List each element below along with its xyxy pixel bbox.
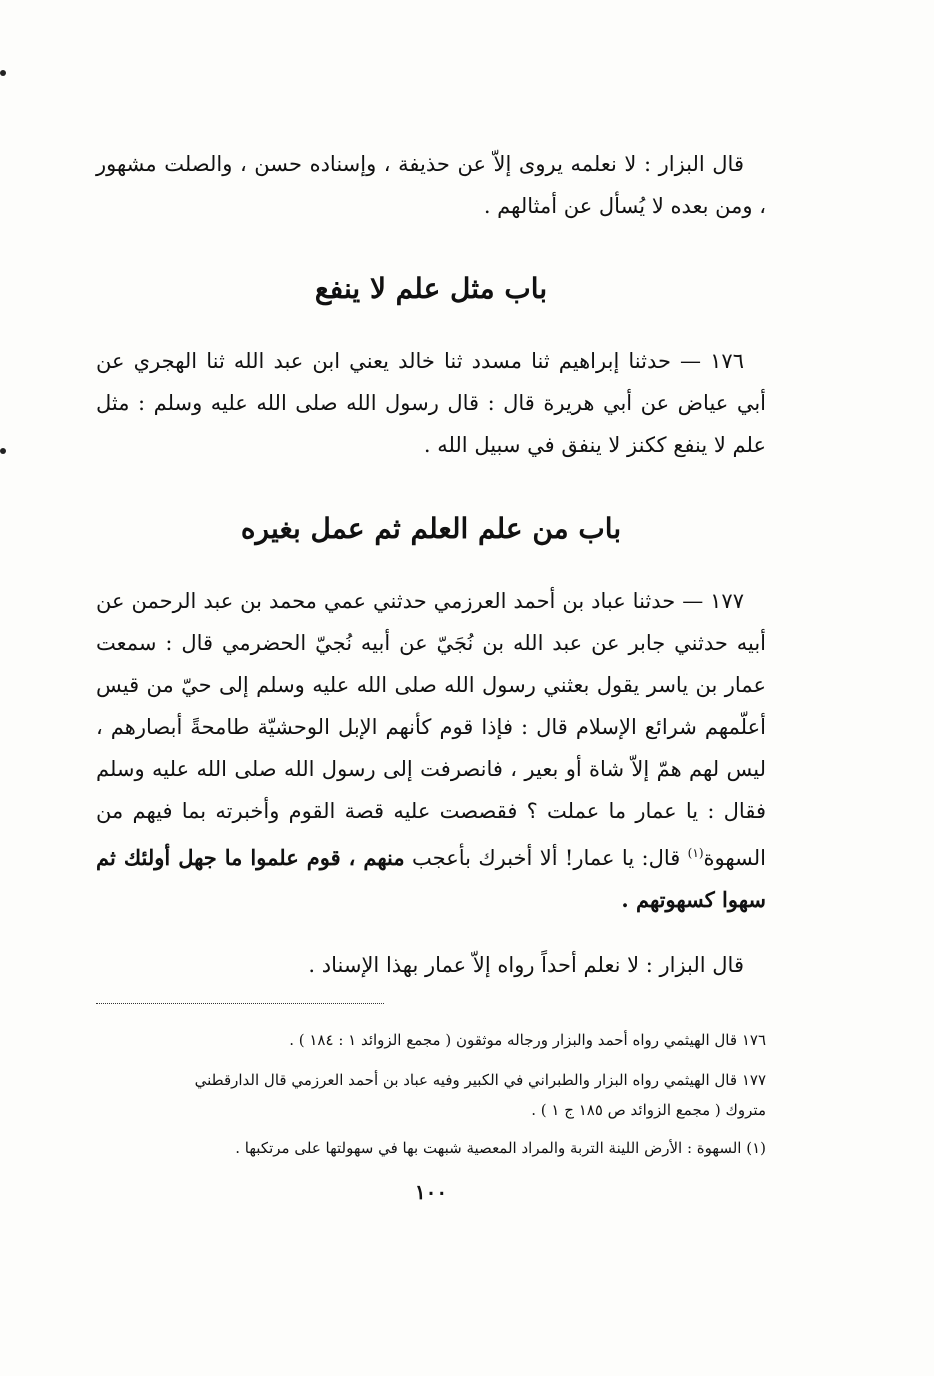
paragraph-3-line-4: إلى حيّ من قيس أعلّمهم شرائع الإسلام قال : فإذا قوم كأنهم الإبل xyxy=(96,673,766,739)
footnote-1: (١) السهوة : الأرض اللينة التربة والمراد المعصية شبهت بها في سهولتها على مرتكبها . xyxy=(235,1139,766,1157)
paragraph-1 xyxy=(96,143,766,227)
paragraph-2-line-1: ١٧٦ — حدثنا إبراهيم ثنا مسدد ثنا خالد يعني ابن عبد الله ثنا الهجري xyxy=(133,349,744,373)
paragraph-3-line-8: قال: يا عمار! ألا أخبرك بأعجب xyxy=(412,846,681,870)
paragraph-1-line-1: قال البزار : لا نعلمه يروى إلاّ عن حذيفة ، وإسناده حسن ، والصلت xyxy=(164,152,744,176)
footnote-177-line-2: متروك ( مجمع الزوائد ص ١٨٥ ج ١ ) . xyxy=(531,1101,766,1119)
footnote-marker: (١) xyxy=(687,846,704,860)
footnote-176: ١٧٦ قال الهيثمي رواه أحمد والبزار ورجاله موثقون ( مجمع الزوائد ١ : ١٨٤ ) . xyxy=(289,1031,766,1049)
paragraph-3-line-7: عليه قصة القوم وأخبرته بما فيهم من السهوة xyxy=(96,799,766,870)
section-heading-1: باب مثل علم لا ينفع xyxy=(314,272,548,305)
footnote-177-line-1: ١٧٧ قال الهيثمي رواه البزار والطبراني في الكبير وفيه عباد بن أحمد العرزمي قال الدارقطني xyxy=(194,1071,766,1089)
paragraph-3-line-6: إلى رسول الله صلى الله عليه وسلم فقال : يا عمار ما عملت ؟ فقصصت xyxy=(96,757,766,823)
scan-speck-top-left xyxy=(0,70,6,76)
paragraph-2-line-3: مثل علم لا ينفع ككنز لا ينفق في سبيل الله . xyxy=(96,391,766,457)
paragraph-3 xyxy=(96,580,766,921)
paragraph-2 xyxy=(96,340,766,466)
paragraph-3-line-9: منهم ، قوم علموا ما جهل أولئك ثم سهوا كسهوتهم . xyxy=(96,845,766,912)
page-number: ١٠٠ xyxy=(414,1180,448,1204)
footnote-separator xyxy=(96,1003,384,1004)
paragraph-3-line-1: ١٧٧ — حدثنا عباد بن أحمد العرزمي حدثني عمي محمد بن عبد xyxy=(203,589,744,613)
paragraph-2-line-2: عن أبي عياض عن أبي هريرة قال : قال رسول الله صلى الله عليه وسلم : xyxy=(96,349,766,415)
paragraph-1-line-2: مشهور ، ومن بعده لا يُسأل عن أمثالهم . xyxy=(96,152,766,218)
paragraph-3-line-5: الوحشيّة طامحةً أبصارهم ، ليس لهم همّ إلاّ شاة أو بعير ، فانصرفت xyxy=(96,715,766,781)
paragraph-3-line-2: الرحمن عن أبيه حدثني جابر عن عبد الله بن نُجَيّ عن أبيه نُجيّ الحضرمي xyxy=(96,589,767,655)
document-page xyxy=(96,0,766,1376)
paragraph-3-line-3: قال : سمعت عمار بن ياسر يقول بعثني رسول الله صلى الله عليه وسلم xyxy=(96,631,766,697)
scan-speck-mid-left xyxy=(0,448,6,454)
paragraph-4: قال البزار : لا نعلم أحداً رواه إلاّ عمار بهذا الإسناد . xyxy=(308,953,744,977)
section-heading-2: باب من علم العلم ثم عمل بغيره xyxy=(240,512,622,545)
